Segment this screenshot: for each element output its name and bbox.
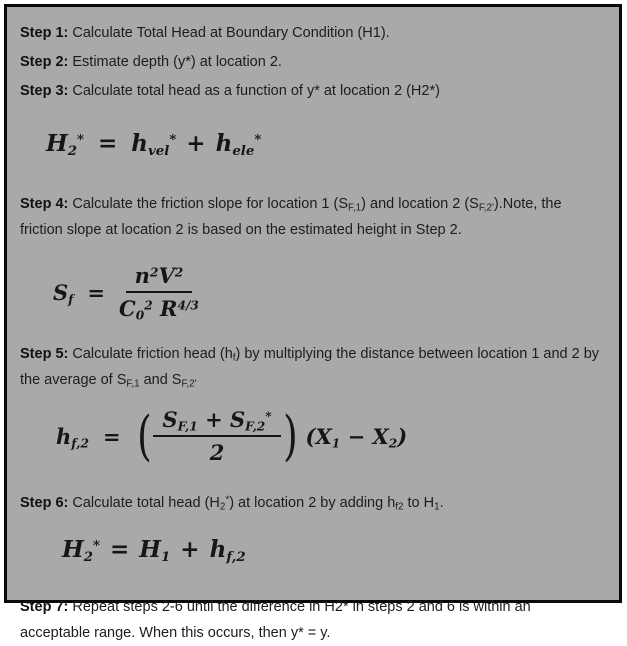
formula4-friction-head-term: $h_{f,2}$ [209, 535, 246, 565]
step-2 [20, 49, 603, 75]
step-5-text: Calculate friction head $(h_f)$ by multiplying the distance between location 1 and 2 by the average of $S_{F,1}$ and $S_{F,2'}$ [20, 346, 600, 390]
equals-sign: = [98, 129, 118, 157]
formula2-fraction [119, 263, 199, 321]
formula3-fraction [153, 407, 280, 465]
step-6-text: Calculate total head $(H_2^*)$ at location 2 by adding $h_{f2}$ to $H_1$. [68, 494, 444, 513]
step-1-label: Step 1: [20, 25, 69, 41]
step-7-label: Step 7: [20, 599, 69, 615]
equals-sign: = [102, 423, 121, 449]
formula3-denominator: 2 [209, 440, 225, 465]
step-5-label: Step 5: [20, 346, 69, 362]
formula1-velocity-head: $h_{vel}^*$ [131, 129, 177, 159]
formula3-distance-term: $(X_1 - X_2)$ [305, 423, 408, 451]
step-4 [20, 191, 603, 243]
formula2-denominator: $C_0^2$ $R^{4/3}$ [119, 296, 199, 323]
step-4-label: Step 4: [20, 196, 69, 212]
formula1-lhs: $H_2^*$ [46, 129, 84, 159]
plus-sign: + [180, 535, 200, 563]
step-6 [20, 490, 603, 516]
step-7-text: Repeat steps 2-6 until the difference in H2* in steps 2 and 6 is within an acceptable range. When this occurs, then y* = y. [20, 599, 531, 641]
formula1-elevation-head: $h_{ele}^*$ [215, 129, 262, 159]
formula-friction-slope [53, 256, 603, 328]
formula2-lhs: $S_f$ [53, 279, 74, 307]
step-5 [20, 341, 603, 393]
step-3-text: Calculate total head as a function of y* at location 2 (H2*) [68, 83, 440, 99]
formula-friction-head [56, 402, 603, 470]
formula4-h1-term: $H_1$ [139, 535, 171, 565]
formula-total-head-update [62, 527, 603, 571]
equals-sign: = [110, 535, 130, 563]
step-4-text: Calculate the friction slope for location 1 $(S_{F,1})$ and location 2 $(S_{F,2'}).Note$, the friction slope at location 2 is based on the estimated height in Step 2. [20, 196, 562, 238]
close-paren: ) [282, 403, 298, 467]
open-paren: ( [136, 403, 152, 467]
equals-sign: = [87, 279, 106, 305]
step-1-text: Calculate Total Head at Boundary Condition (H1). [68, 25, 390, 41]
formula3-lhs: $h_{f,2}$ [56, 423, 89, 451]
plus-sign: + [186, 129, 206, 157]
formula2-numerator: $n^2V^2$ [126, 263, 193, 293]
formula3-numerator: $S_{F,1} + S_{F,2}^*$ [153, 407, 280, 437]
formula4-lhs: $H_2^*$ [62, 535, 100, 565]
step-1 [20, 20, 603, 46]
step-6-label: Step 6: [20, 495, 69, 511]
formula-total-head-components [46, 121, 603, 165]
procedure-panel [4, 4, 622, 641]
step-2-label: Step 2: [20, 54, 69, 70]
step-3-label: Step 3: [20, 83, 69, 99]
step-7 [20, 594, 603, 646]
step-2-text: Estimate depth (y*) at location 2. [68, 54, 282, 70]
step-3 [20, 78, 603, 104]
